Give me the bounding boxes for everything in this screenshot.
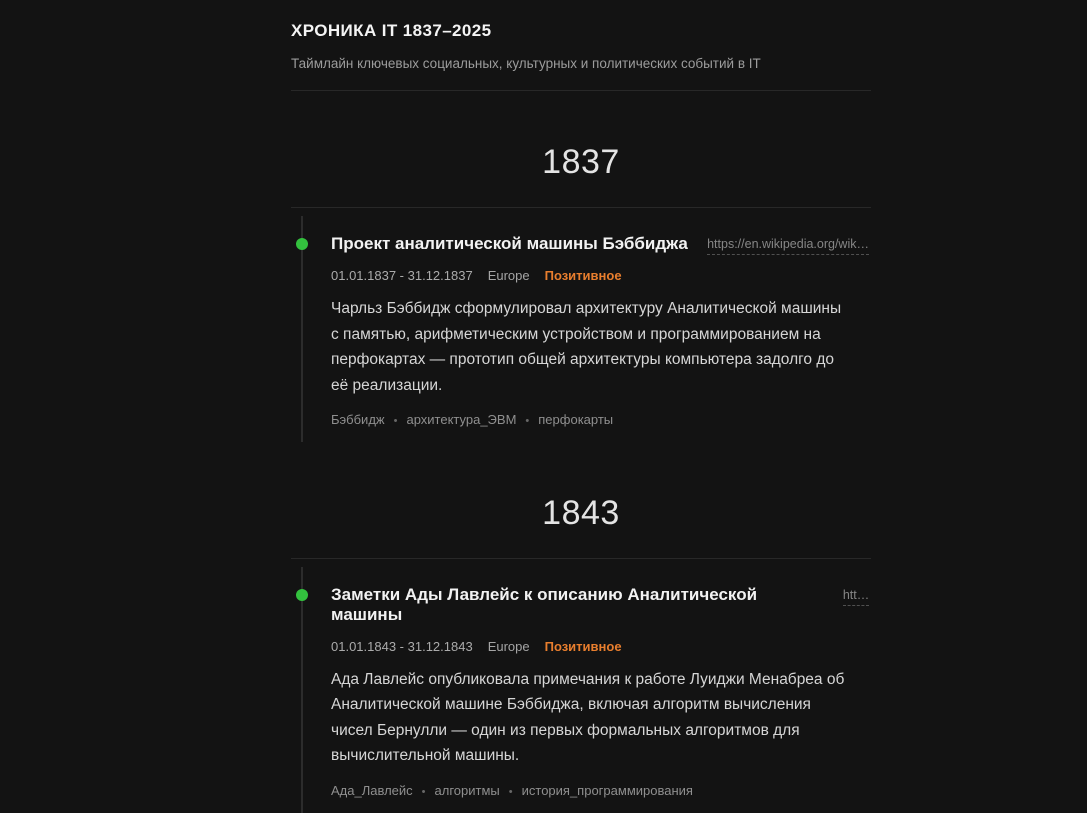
page-subtitle: Таймлайн ключевых социальных, культурных и политических событий в IT	[291, 56, 761, 71]
event-tag: • архитектура_ЭВМ	[394, 412, 517, 427]
event-title: Заметки Ады Лавлейс к описанию Аналитической машины	[331, 585, 758, 625]
event-header	[331, 585, 869, 626]
event-tag: • алгоритмы	[422, 783, 500, 798]
timeline-page	[291, 0, 871, 813]
event-sentiment-badge: Позитивное	[544, 268, 622, 283]
timeline-dot-icon	[296, 589, 308, 601]
event-region: Europe	[487, 638, 530, 654]
event-tag: • перфокарты	[525, 412, 613, 427]
event-tags	[331, 783, 869, 798]
event-meta	[331, 639, 869, 654]
page-header	[291, 0, 871, 91]
event-title: Проект аналитической машины Бэббиджа	[331, 234, 688, 253]
year-section-1837	[291, 91, 871, 442]
event-header	[331, 234, 869, 255]
event-tag: Бэббидж	[331, 412, 385, 427]
year-divider	[291, 207, 871, 208]
year-section-1843	[291, 442, 871, 813]
event-date-range: 01.01.1843 - 31.12.1843	[331, 638, 473, 654]
event-tag: Ада_Лавлейс	[331, 782, 413, 798]
event-sentiment-badge: Позитивное	[544, 638, 622, 654]
event-description: Чарльз Бэббидж сформулировал архитектуру Аналитической машины с памятью, арифметическим устройством и программированием на перфокартах — прототип общей архитектуры компьютера задолго до её реализации.	[331, 300, 842, 394]
page-title: ХРОНИКА IT 1837–2025	[291, 21, 492, 40]
event-source-link[interactable]: https://en.wikipedia.org/wik…	[707, 237, 869, 255]
event-meta	[331, 268, 869, 283]
event-date-range: 01.01.1837 - 31.12.1837	[331, 268, 473, 283]
event-card	[291, 216, 871, 442]
event-tag: • история_программирования	[509, 783, 693, 798]
event-card	[291, 567, 871, 813]
timeline-dot-icon	[296, 238, 308, 250]
event-description: Ада Лавлейс опубликовала примечания к работе Луиджи Менабреа об Аналитической машине Бэббиджа, включая алгоритм вычисления чисел Бернулли — один из первых формальных алгоритмов для вычислительной машины.	[331, 670, 845, 765]
year-label: 1843	[542, 494, 620, 532]
event-source-link[interactable]: htt…	[843, 588, 869, 606]
year-divider	[291, 558, 871, 559]
timeline-line	[301, 567, 303, 813]
event-tags	[331, 412, 869, 427]
year-label: 1837	[542, 143, 620, 181]
event-region: Europe	[487, 268, 530, 283]
